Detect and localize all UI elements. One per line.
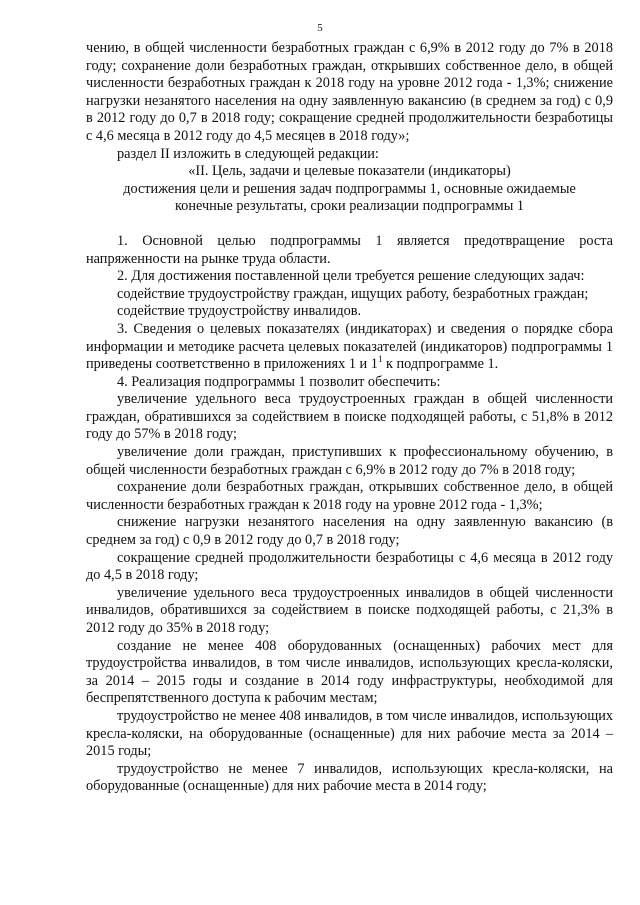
document-body <box>86 40 613 796</box>
result-item: увеличение удельного веса трудоустроенных инвалидов в общей численности инвалидов, обратившихся за содействием в поиске подходящей работы, с 21,3% в 2012 году до 35% в 2018 году; <box>86 584 613 636</box>
result-item: сокращение средней продолжительности безработицы с 4,6 месяца в 2012 году до 4,5 в 2018 году; <box>86 549 613 584</box>
result-item: создание не менее 408 оборудованных (оснащенных) рабочих мест для трудоустройства инвалидов, в том числе инвалидов, использующих кресла-коляски, за 2014 – 2015 годы и создание в 2014 году инфраструктуры, необходимой для беспрепятственного доступа к рабочим местам; <box>86 637 613 707</box>
indicators-text: 3. Сведения о целевых показателях (индикаторах) и сведения о порядке сбора информации и методике расчета целевых показателей (индикаторов) подпрограммы 1 приведены соответственно в приложениях 1 и 1 <box>86 320 613 373</box>
spacer <box>86 216 613 233</box>
result-item: увеличение доли граждан, приступивших к профессиональному обучению, в общей численности безработных граждан с 6,9% в 2012 году до 7% в 2018 году; <box>86 444 613 478</box>
task-item: содействие трудоустройству инвалидов. <box>117 303 362 320</box>
page-number: 5 <box>317 22 323 34</box>
section-note: раздел II изложить в следующей редакции: <box>117 145 379 162</box>
result-item: снижение нагрузки незанятого населения на одну заявленную вакансию (в среднем за год) с 0,9 в 2012 году до 0,7 в 2018 году; <box>86 514 613 549</box>
section-heading <box>86 163 613 216</box>
paragraph-tasks: 2. Для достижения поставленной цели требуется решение следующих задач: <box>117 268 585 285</box>
result-item: трудоустройство не менее 7 инвалидов, использующих кресла-коляски, на оборудованные (оснащенные) для них рабочие места в 2014 году; <box>86 760 613 795</box>
result-item: трудоустройство не менее 408 инвалидов, в том числе инвалидов, использующих кресла-коляски, на оборудованные (оснащенные) для них рабочие места за 2014 – 2015 годы; <box>86 707 613 760</box>
heading-line-2: достижения цели и решения задач подпрограммы 1, основные ожидаемые <box>123 180 576 197</box>
result-item: увеличение удельного веса трудоустроенных граждан в общей численности граждан, обратившихся за содействием в поиске подходящей работы, с 51,8% в 2012 году до 57% в 2018 году; <box>86 391 613 443</box>
heading-line-3: конечные результаты, сроки реализации подпрограммы 1 <box>174 198 525 215</box>
paragraph-goal: 1. Основной целью подпрограммы 1 является предотвращение роста напряженности на рынке труда области. <box>86 232 613 267</box>
appendix-superscript: 1 <box>377 354 383 365</box>
indicators-tail: к подпрограмме 1. <box>382 356 499 373</box>
paragraph-results: 4. Реализация подпрограммы 1 позволит обеспечить: <box>117 373 441 390</box>
heading-line-1: «II. Цель, задачи и целевые показатели (индикаторы) <box>188 163 511 180</box>
intro-continuation: чению, в общей численности безработных граждан с 6,9% в 2012 году до 7% в 2018 году; сохранение доли безработных граждан, открывших собственное дело, в общей численности безработных граждан к 2018 году на уровне 2012 года - 1,3%; снижение нагрузки незанятого населения на одну заявленную вакансию (в среднем за год) с 0,9 в 2012 году до 0,7 в 2018 году; сокращение средней продолжительности безработицы с 4,6 месяца в 2012 году до 4,5 месяцев в 2018 году»; <box>86 40 613 144</box>
result-item: сохранение доли безработных граждан, открывших собственное дело, в общей численности безработных граждан к 2018 году на уровне 2012 года - 1,3%; <box>86 479 613 513</box>
paragraph-indicators <box>86 321 613 374</box>
task-item: содействие трудоустройству граждан, ищущих работу, безработных граждан; <box>117 285 589 302</box>
